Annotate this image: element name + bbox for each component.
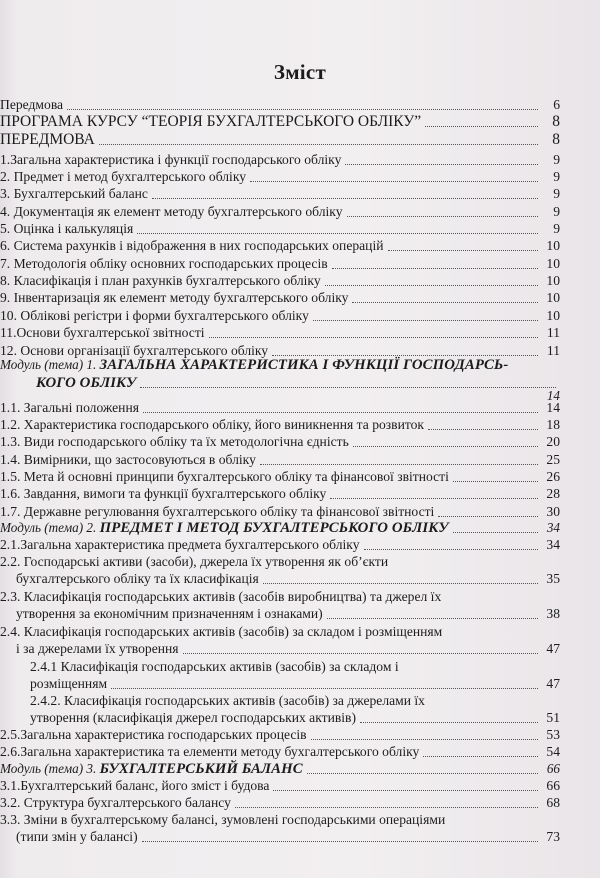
module-heading[interactable]: Модуль (тема) 3. БУХГАЛТЕРСЬКИЙ БАЛАНС 66 <box>0 761 560 777</box>
toc-entry-continued: і за джерелами їх утворення 47 <box>16 641 560 656</box>
toc-entry[interactable]: 1.7. Державне регулювання бухгалтерського обліку та фінансової звітності 30 <box>0 504 560 519</box>
toc-entry[interactable]: 1.Загальна характеристика і функції господарського обліку 9 <box>0 152 560 167</box>
toc-entry[interactable]: 6. Система рахунків і відображення в них господарських операцій 10 <box>0 238 560 253</box>
module-heading[interactable]: Модуль (тема) 2. ПРЕДМЕТ І МЕТОД БУХГАЛТЕРСЬКОГО ОБЛІКУ 34 <box>0 520 560 536</box>
toc-entry-continued: розміщенням 47 <box>30 676 560 691</box>
toc-entry[interactable]: 2.4. Класифікація господарських активів (засобів) за складом і розміщенням <box>0 624 443 639</box>
toc-entry-continued: утворення (класифікація джерел господарських активів) 51 <box>30 710 560 725</box>
toc-entry[interactable]: 1.5. Мета й основні принципи бухгалтерського обліку та фінансової звітності 26 <box>0 469 560 484</box>
toc-entry[interactable]: 3.2. Структура бухгалтерського балансу 68 <box>0 795 560 810</box>
toc-entry[interactable]: 1.2. Характеристика господарського обліку, його виникнення та розвиток 18 <box>0 417 560 432</box>
toc-entry-continued: (типи змін у балансі) 73 <box>16 829 560 844</box>
toc-entry[interactable]: 10. Облікові регістри і форми бухгалтерського обліку 10 <box>0 308 560 323</box>
toc-entry[interactable]: ПЕРЕДМОВА 8 <box>0 131 560 148</box>
toc-entry[interactable]: 4. Документація як елемент методу бухгалтерського обліку 9 <box>0 204 560 219</box>
toc-entry[interactable]: 1.4. Вимірники, що застосовуються в обліку 25 <box>0 452 560 467</box>
toc-entry-continued: утворення за економічним призначенням і ознаками) 38 <box>16 606 560 621</box>
toc-entry[interactable]: 3. Бухгалтерський баланс 9 <box>0 186 560 201</box>
toc-entry[interactable]: 1.3. Види господарського обліку та їх методологічна єдність 20 <box>0 434 560 449</box>
toc-entry[interactable]: ПРОГРАМА КУРСУ “ТЕОРІЯ БУХГАЛТЕРСЬКОГО ОБЛІКУ” 8 <box>0 113 560 130</box>
toc-entry[interactable]: 12. Основи організації бухгалтерського обліку 11 <box>0 343 560 358</box>
toc-entry[interactable]: 3.3. Зміни в бухгалтерському балансі, зумовлені господарськими операціями <box>0 812 446 827</box>
toc-entry[interactable]: 1.6. Завдання, вимоги та функції бухгалтерського обліку 28 <box>0 486 560 501</box>
page-title: Зміст <box>273 60 327 84</box>
toc-entry[interactable]: Передмова 6 <box>0 97 560 112</box>
toc-entry[interactable]: 8. Класифікація і план рахунків бухгалтерського обліку 10 <box>0 273 560 288</box>
toc-entry[interactable]: 9. Інвентаризація як елемент методу бухгалтерського обліку 10 <box>0 290 560 305</box>
toc-entry[interactable]: 11.Основи бухгалтерської звітності 11 <box>0 325 560 340</box>
module-page: 14 <box>546 389 560 403</box>
toc-entry[interactable]: 2.1.Загальна характеристика предмета бухгалтерського обліку 34 <box>0 537 560 552</box>
toc-entry[interactable]: 2.6.Загальна характеристика та елементи методу бухгалтерського обліку 54 <box>0 744 560 759</box>
module-heading-continued: КОГО ОБЛІКУ <box>0 374 560 392</box>
toc-entry[interactable]: 2.2. Господарські активи (засоби), джерела їх утворення як об’єкти <box>0 554 389 569</box>
toc-entry[interactable]: 3.1.Бухгалтерський баланс, його зміст і будова 66 <box>0 778 560 793</box>
toc-entry[interactable]: 5. Оцінка і калькуляція 9 <box>0 221 560 236</box>
toc-entry[interactable]: 2.3. Класифікація господарських активів (засобів виробництва) та джерел їх <box>0 589 442 604</box>
toc-entry[interactable]: 2.5.Загальна характеристика господарських процесів 53 <box>0 727 560 742</box>
toc-entry[interactable]: 2.4.2. Класифікація господарських активів (засобів) за джерелами їх <box>30 693 425 708</box>
toc-entry[interactable]: 7. Методологія обліку основних господарських процесів 10 <box>0 256 560 271</box>
toc-entry[interactable]: 1.1. Загальні положення 14 <box>0 400 560 415</box>
module-heading[interactable]: Модуль (тема) 1. ЗАГАЛЬНА ХАРАКТЕРИСТИКА І ФУНКЦІЇ ГОСПОДАРСЬ- <box>0 357 509 373</box>
toc-entry[interactable]: 2.4.1 Класифікація господарських активів (засобів) за складом і <box>30 659 399 674</box>
toc-entry-continued: бухгалтерського обліку та їх класифікація 35 <box>16 571 560 586</box>
toc-entry[interactable]: 2. Предмет і метод бухгалтерського обліку 9 <box>0 169 560 184</box>
